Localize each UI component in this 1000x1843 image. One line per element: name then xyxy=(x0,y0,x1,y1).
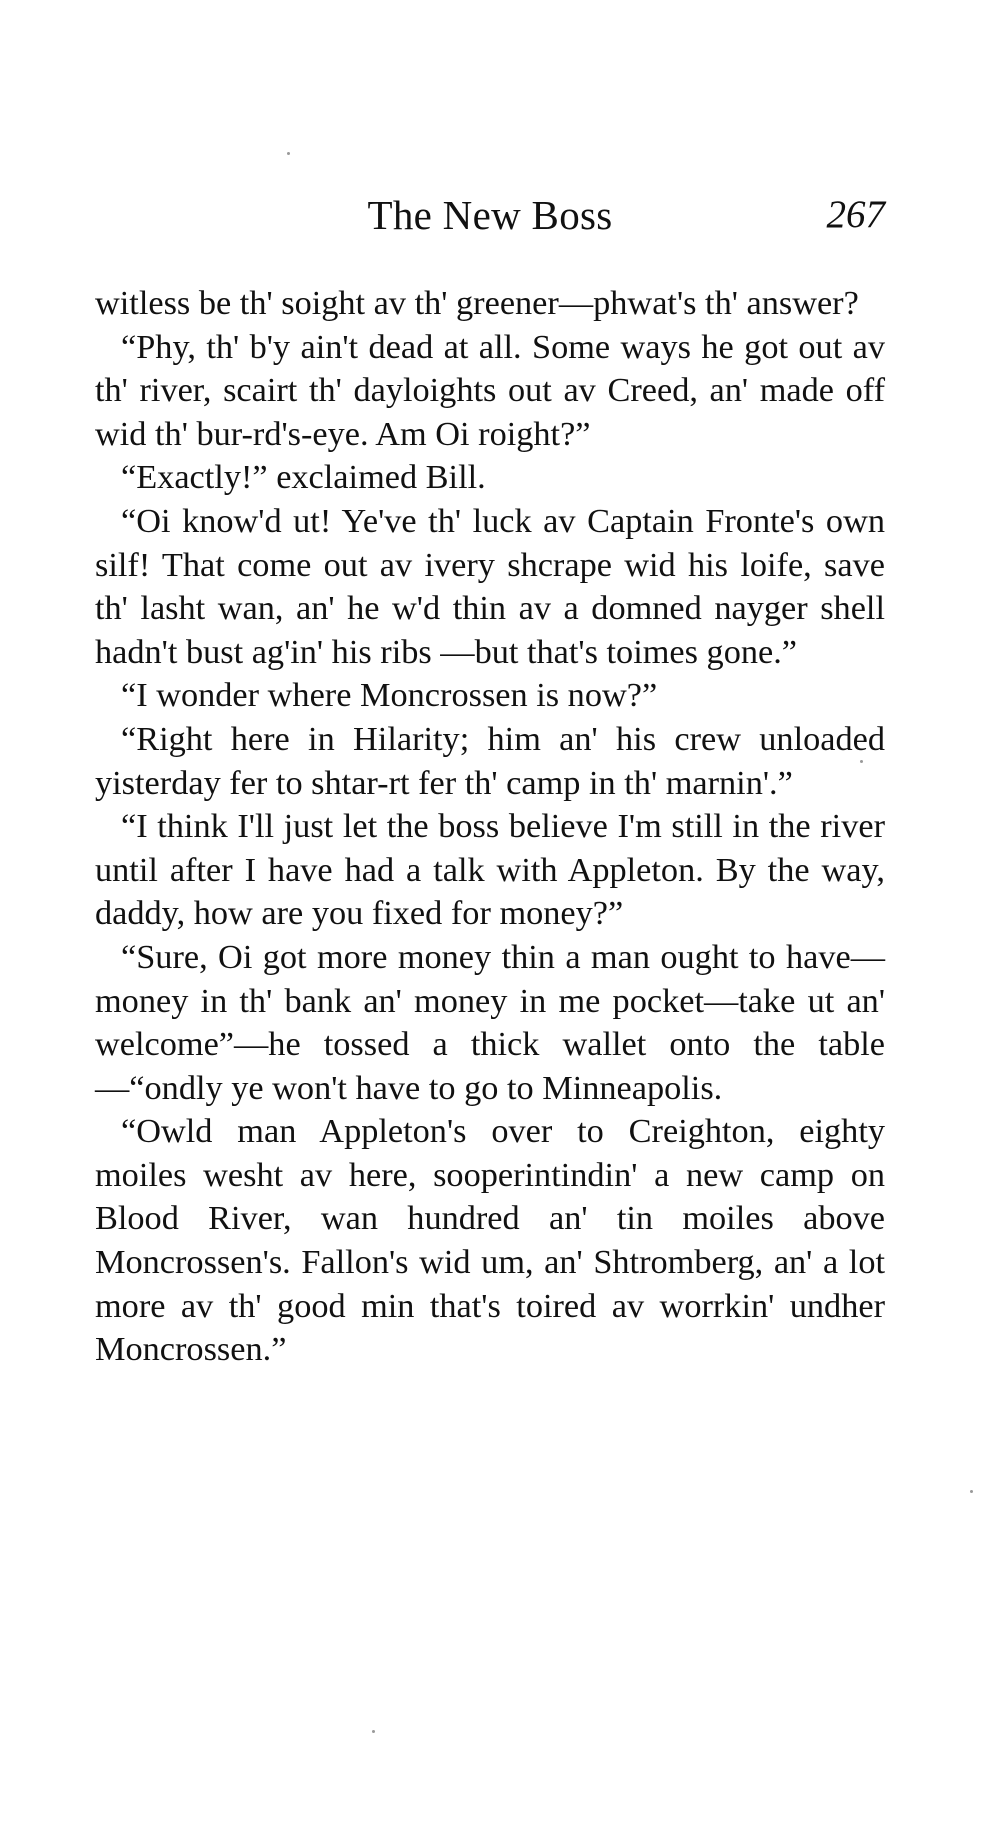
paper-speck xyxy=(860,760,863,763)
paragraph: “Sure, Oi got more money thin a man ought to have—money in th' bank an' money in me pocket—take ut an' welcome”—he tossed a thick wallet onto the table—“ondly ye won't have to go to Minneapolis. xyxy=(95,937,885,1107)
paragraph: “Oi know'd ut! Ye've th' luck av Captain Fronte's own silf! That come out av ivery shcrape wid his loife, save th' lasht wan, an' he w'd thin av a domned nayger shell hadn't bust ag'in' his ribs —but that's toimes gone.” xyxy=(95,501,885,671)
paragraph: “Owld man Appleton's over to Creighton, eighty moiles wesht av here, sooperintindin' a new camp on Blood River, wan hundred an' tin moiles above Moncrossen's. Fallon's wid um, an' Shtromberg, an' a lot more av th' good min that's toired av worrkin' undher Moncrossen.” xyxy=(95,1112,885,1369)
paragraph: “I think I'll just let the boss believe I'm still in the river until after I have had a talk with Appleton. By the way, daddy, how are you fixed for money?” xyxy=(95,807,885,933)
paper-speck xyxy=(372,1730,375,1733)
paragraph: “I wonder where Moncrossen is now?” xyxy=(121,676,658,715)
body-text xyxy=(95,282,885,1372)
page-number: 267 xyxy=(826,193,885,236)
paragraph-continued: witless be th' soight av th' greener—phwat's th' answer? xyxy=(95,284,859,322)
paragraph: “Exactly!” exclaimed Bill. xyxy=(121,458,486,497)
running-title: The New Boss xyxy=(367,192,613,238)
running-header xyxy=(95,190,885,240)
paragraph: “Phy, th' b'y ain't dead at all. Some ways he got out av th' river, scairt th' dayloights out av Creed, an' made off wid th' bur-rd's-eye. Am Oi roight?” xyxy=(95,327,885,453)
paper-speck xyxy=(970,1490,973,1493)
paper-speck xyxy=(287,152,290,155)
paragraph: “Right here in Hilarity; him an' his crew unloaded yisterday fer to shtar-rt fer th' camp in th' marnin'.” xyxy=(95,719,885,802)
